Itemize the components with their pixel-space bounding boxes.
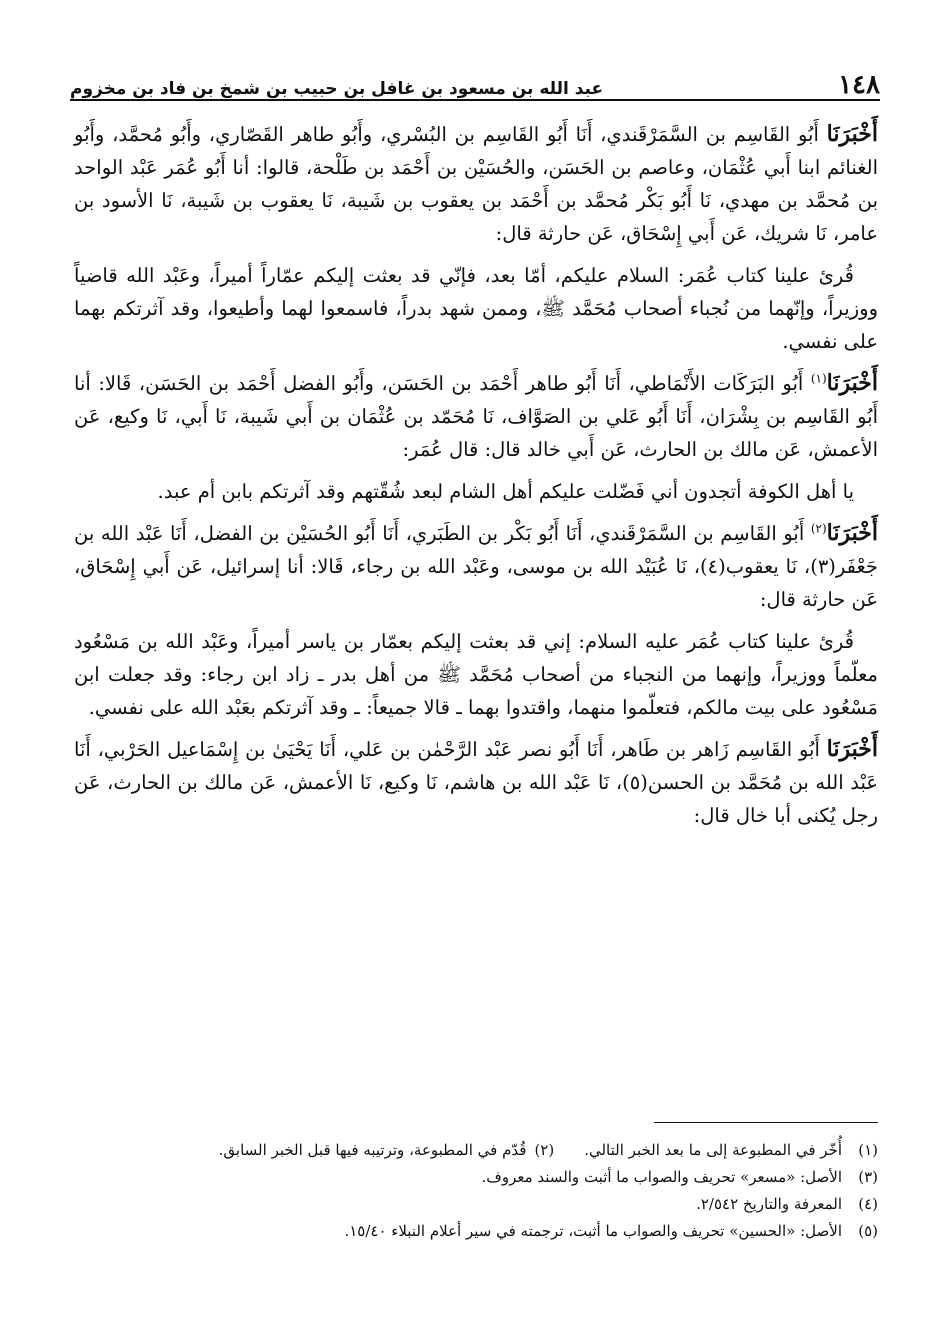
- paragraph: [74, 625, 878, 724]
- running-title: عبد الله بن مسعود بن غافل بن حبيب بن شمخ بن فاد بن مخزوم: [70, 79, 604, 99]
- paragraph: [74, 367, 878, 466]
- paragraph-text: قُرئ علينا كتاب عُمَر عليه السلام: إني قد بعثت إليكم بعمّار بن ياسر أميراً، وعَبْد الله بن مَسْعُود معلّماً ووزيراً، وإنهما من النجباء من أصحاب مُحَمَّد ﷺ من أهل بدر ـ زاد ابن رجاء: وقد جعلت ابن مَسْعُود على بيت مالكم، فتعلّموا منهما، واقتدوا بهما ـ قالا جميعاً: ـ وقد آثرتكم بعَبْد الله على نفسي.: [74, 630, 878, 719]
- footnote-number: (٢): [534, 1141, 555, 1159]
- footnote-number: (٥): [858, 1222, 878, 1240]
- footnote-text: الأصل: «مسعر» تحريف والصواب ما أثبت والسند معروف.: [481, 1168, 842, 1186]
- footnote-ref: (١): [810, 371, 827, 386]
- paragraph-text: أَبُو القَاسِم زَاهر بن طَاهر، أَنَا أَبُو نصر عَبْد الرَّحْمٰن بن عَلي، أَنَا يَحْيَىٰ بن إِسْمَاعيل الحَرْبي، أَنَا عَبْد الله بن مُحَمَّد بن الحسن(٥)، نَا عَبْد الله بن هاشم، نَا وكيع، نَا الأعمش، عَن مالك بن الحارث، عَن رجل يُكنى أبا خال قال:: [74, 738, 878, 827]
- footnote-rule: [654, 1122, 878, 1123]
- footnote-text: قُدّم في المطبوعة، وترتيبه فيها قبل الخبر السابق.: [218, 1141, 527, 1159]
- footnote-text: الأصل: «الحسين» تحريف والصواب ما أثبت، ترجمته في سير أعلام النبلاء ١٥/٤٠.: [344, 1222, 842, 1240]
- paragraph-text: أَبُو القَاسِم بن السَّمَرْقَندي، أَنَا أَبُو بَكْر بن الطَبَري، أَنَا أَبُو الحُسَيْن بن الفضل، أَنَا عَبْد الله بن جَعْفَر(٣)، نَا يعقوب(٤)، نَا عُبَيْد الله بن موسى، وعَبْد الله بن رجاء، قَالا: أنا إسرائيل، عَن أَبي إِسْحَاق، عَن حارثة قال:: [74, 522, 878, 611]
- footnote-ref: (٢): [810, 521, 827, 536]
- header-rule: [70, 99, 880, 101]
- paragraph-text: أَبُو البَرَكَات الأَنْمَاطي، أَنَا أَبُو طاهر أَحْمَد بن الحَسَن، وأَبُو الفضل أَحْمَد بن الحَسَن، قَالا: أنا أَبُو القَاسِم بن بِشْرَان، أَنَا أَبُو عَلي بن الصَوَّاف، نَا مُحَمّد بن عُثْمَان بن أَبي شَيبة، نَا أَبي، نَا وكيع، عَن الأعمش، عَن مالك بن الحارث، عَن أَبي خالد قال: قال عُمَر:: [74, 372, 878, 461]
- paragraph-text: يا أهل الكوفة أتجدون أني فَضّلت عليكم أهل الشام لبعد شُقّتهم وقد آثرتكم بابن أم عبد.: [157, 480, 854, 503]
- footnote-row: [74, 1191, 878, 1218]
- footnote-row: [74, 1164, 878, 1191]
- paragraph: [74, 517, 878, 616]
- paragraph-text: أَبُو القَاسِم بن السَّمَرْقَندي، أَنَا أَبُو القَاسِم بن البُسْري، وأَبُو طاهر القَصّاري، وأَبُو مُحمَّد، وأَبُو الغنائم ابنا أَبي عُثْمَان، وعاصم بن الحَسَن، والحُسَيْن بن أَحْمَد بن طَلْحة، قالوا: أنا أَبُو عُمَر عَبْد الواحد بن مُحمَّد بن مهدي، نَا أَبُو بَكْر مُحمَّد بن أَحْمَد بن يعقوب بن شَيبة، نَا يعقوب بن شَيبة، نَا الأسود بن عامر، نَا شريك، عَن أَبي إِسْحَاق، عَن حارثة قال:: [74, 123, 878, 245]
- footnote-text: المعرفة والتاريخ ٢/٥٤٢.: [696, 1195, 842, 1213]
- isnad-lead: أَخْبَرَنَا: [826, 121, 878, 147]
- page-number: ١٤٨: [838, 70, 880, 100]
- footnote-number: (١): [858, 1141, 878, 1159]
- isnad-lead: أَخْبَرَنَا: [826, 520, 878, 546]
- paragraph-text: قُرئ علينا كتاب عُمَر: السلام عليكم، أمّا بعد، فإنّي قد بعثت إليكم عمّاراً أميراً، وعَبْد الله قاضياً ووزيراً، وإنّهما من نُجباء أصحاب مُحَمَّد ﷺ، وممن شهد بدراً، فاسمعوا لهما وأطيعوا، وقد آثرتكم بهما على نفسي.: [74, 264, 878, 353]
- paragraph: [74, 118, 878, 250]
- footnote-number: (٣): [858, 1168, 878, 1186]
- paragraph: [74, 475, 878, 508]
- paragraph: [74, 259, 878, 358]
- paragraph: [74, 733, 878, 832]
- footnote-text: أُخّر في المطبوعة إلى ما بعد الخبر التالي.: [584, 1141, 842, 1159]
- page-header: [70, 58, 880, 98]
- footnote-number: (٤): [858, 1195, 878, 1213]
- isnad-lead: أَخْبَرَنَا: [826, 370, 878, 396]
- main-text: [74, 118, 878, 841]
- footnotes: [74, 1137, 878, 1245]
- isnad-lead: أَخْبَرَنَا: [826, 736, 878, 762]
- footnote-row: [74, 1218, 878, 1245]
- footnote-row: [74, 1137, 878, 1164]
